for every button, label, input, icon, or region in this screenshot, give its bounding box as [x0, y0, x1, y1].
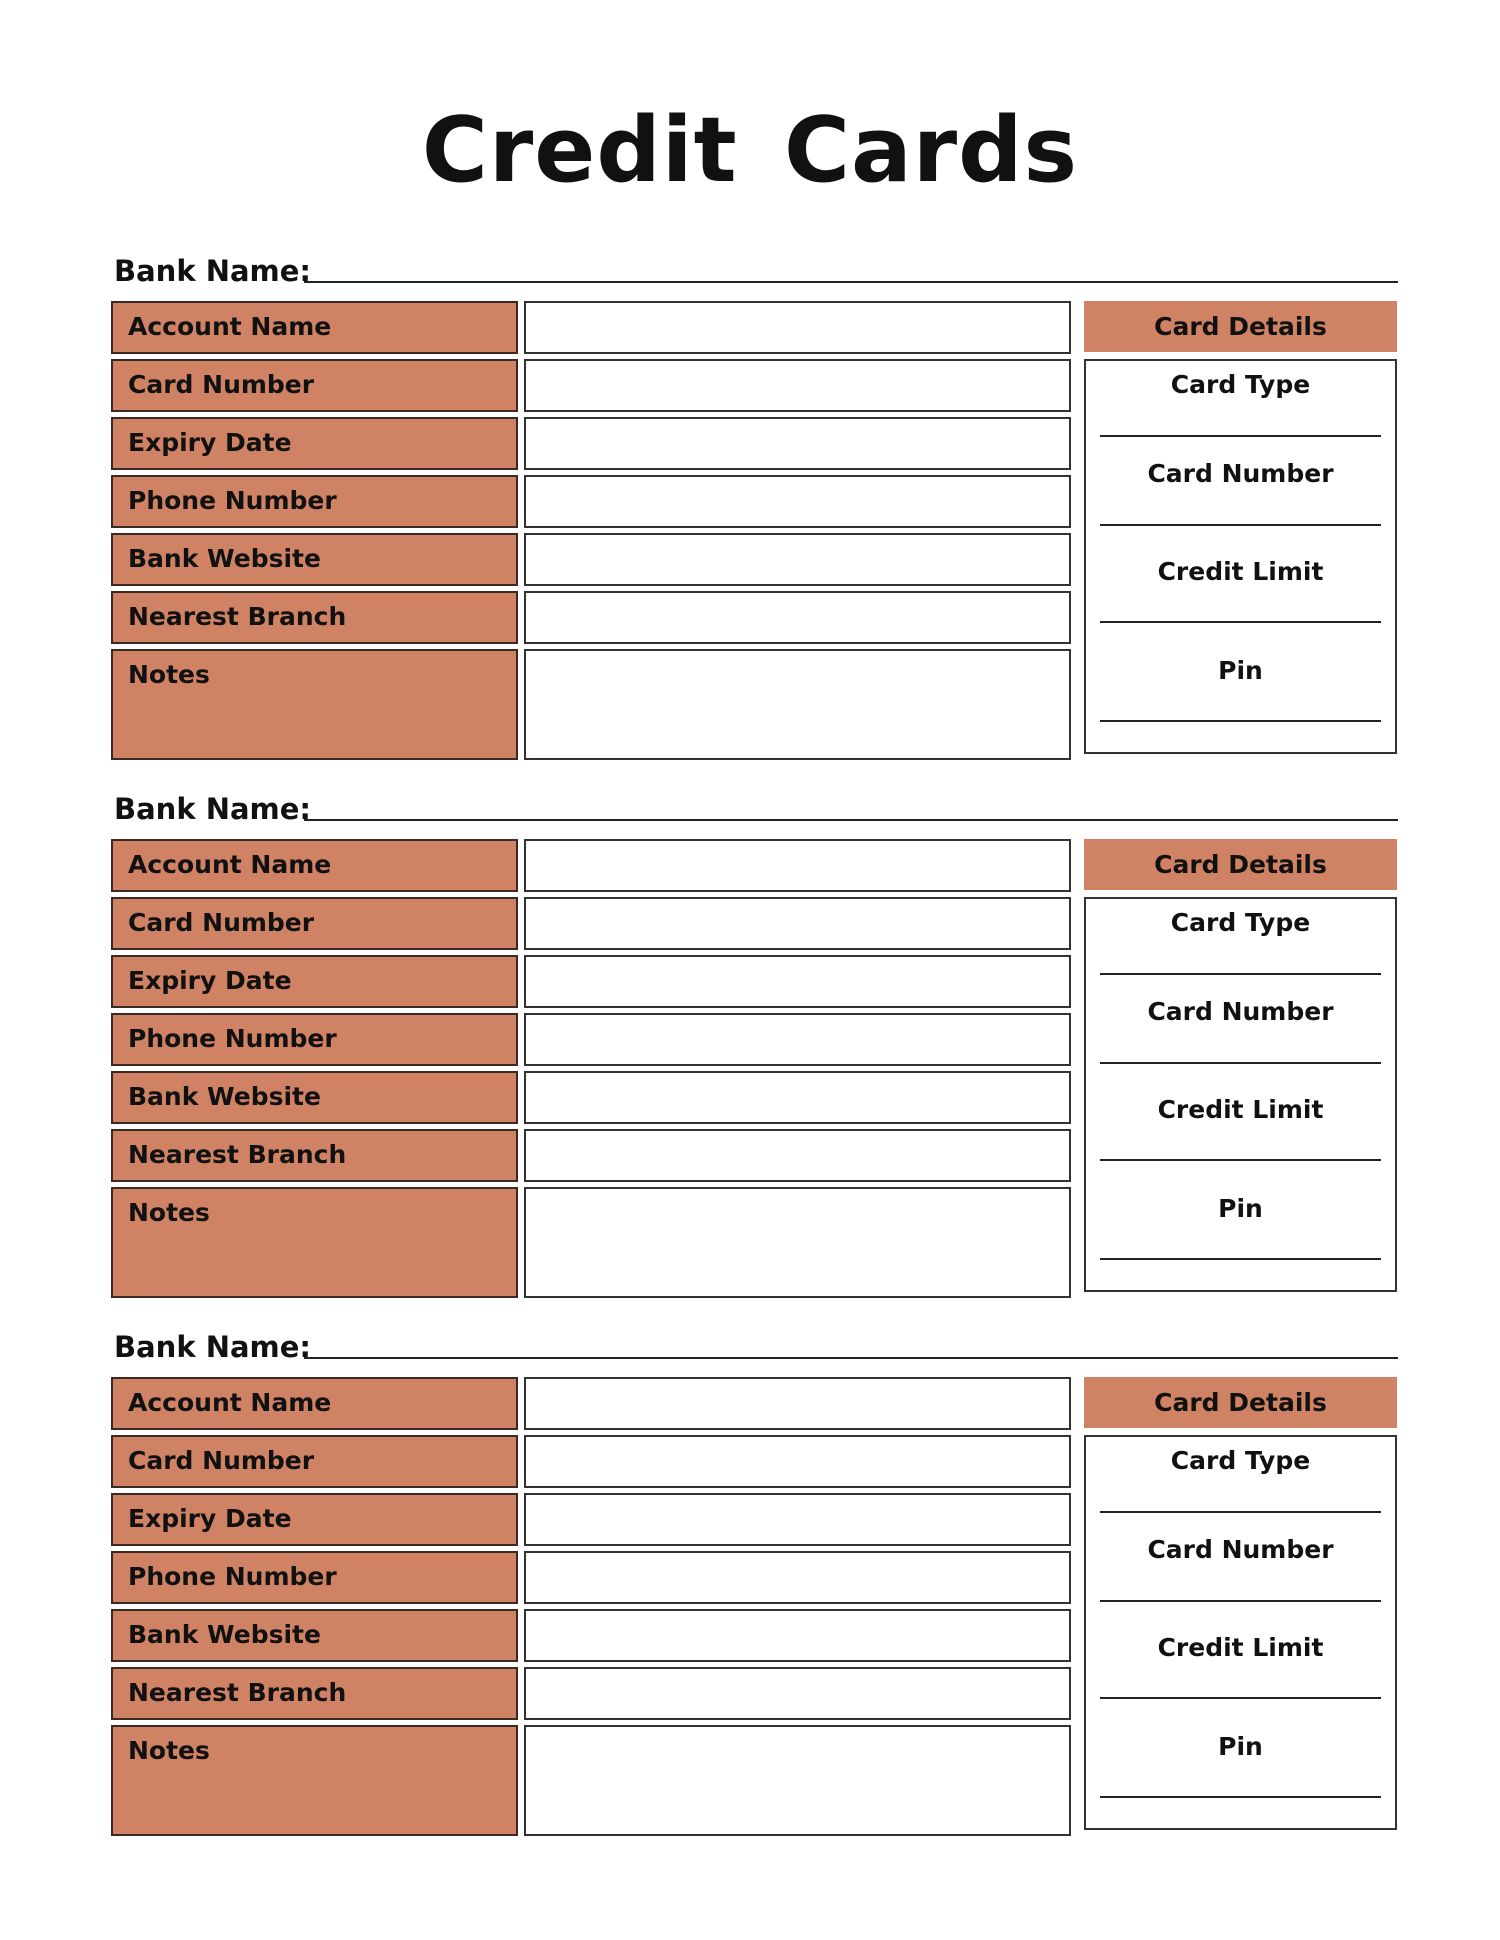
notes-label: Notes — [111, 1187, 518, 1298]
credit-limit-label: Credit Limit — [1157, 557, 1324, 586]
bank-website-field[interactable] — [524, 1071, 1071, 1124]
phone-number-field[interactable] — [524, 1013, 1071, 1066]
bank-website-field[interactable] — [524, 533, 1071, 586]
card-details-box — [1084, 897, 1397, 1292]
expiry-date-label: Expiry Date — [111, 1493, 518, 1546]
account-name-field[interactable] — [524, 301, 1071, 354]
phone-number-field[interactable] — [524, 1551, 1071, 1604]
card-details-number-label: Card Number — [1147, 459, 1334, 488]
bank-name-input-line[interactable] — [304, 281, 1398, 283]
credit-limit-label: Credit Limit — [1157, 1633, 1324, 1662]
bank-name-row — [114, 1328, 1398, 1368]
card-details-number-label: Card Number — [1147, 1535, 1334, 1564]
notes-label: Notes — [111, 649, 518, 760]
page-title: Credit Cards — [421, 98, 1079, 203]
phone-number-label: Phone Number — [111, 1013, 518, 1066]
nearest-branch-label: Nearest Branch — [111, 1667, 518, 1720]
card-number-field[interactable] — [524, 1435, 1071, 1488]
expiry-date-field[interactable] — [524, 955, 1071, 1008]
bank-name-row — [114, 252, 1398, 292]
pin-input-line[interactable] — [1100, 1796, 1381, 1798]
card-number-field[interactable] — [524, 359, 1071, 412]
card-type-input-line[interactable] — [1100, 1511, 1381, 1513]
card-details-number-input-line[interactable] — [1100, 1600, 1381, 1602]
card-type-label: Card Type — [1170, 370, 1311, 399]
pin-label: Pin — [1218, 1732, 1263, 1761]
bank-name-row — [114, 790, 1398, 830]
nearest-branch-label: Nearest Branch — [111, 591, 518, 644]
bank-name-input-line[interactable] — [304, 819, 1398, 821]
card-type-input-line[interactable] — [1100, 435, 1381, 437]
card-details-header: Card Details — [1084, 301, 1397, 352]
bank-name-input-line[interactable] — [304, 1357, 1398, 1359]
phone-number-field[interactable] — [524, 475, 1071, 528]
notes-field[interactable] — [524, 1187, 1071, 1298]
bank-website-label: Bank Website — [111, 533, 518, 586]
card-number-field[interactable] — [524, 897, 1071, 950]
notes-field[interactable] — [524, 1725, 1071, 1836]
card-number-label: Card Number — [111, 1435, 518, 1488]
bank-website-label: Bank Website — [111, 1609, 518, 1662]
nearest-branch-field[interactable] — [524, 1667, 1071, 1720]
credit-limit-label: Credit Limit — [1157, 1095, 1324, 1124]
credit-limit-input-line[interactable] — [1100, 1159, 1381, 1161]
expiry-date-field[interactable] — [524, 1493, 1071, 1546]
card-type-label: Card Type — [1170, 908, 1311, 937]
expiry-date-label: Expiry Date — [111, 417, 518, 470]
credit-limit-input-line[interactable] — [1100, 1697, 1381, 1699]
account-name-field[interactable] — [524, 1377, 1071, 1430]
pin-input-line[interactable] — [1100, 1258, 1381, 1260]
bank-name-label: Bank Name: — [114, 1330, 312, 1364]
nearest-branch-field[interactable] — [524, 1129, 1071, 1182]
account-name-field[interactable] — [524, 839, 1071, 892]
card-details-header: Card Details — [1084, 839, 1397, 890]
notes-field[interactable] — [524, 649, 1071, 760]
card-type-input-line[interactable] — [1100, 973, 1381, 975]
card-details-number-input-line[interactable] — [1100, 524, 1381, 526]
account-name-label: Account Name — [111, 301, 518, 354]
notes-label: Notes — [111, 1725, 518, 1836]
card-details-box — [1084, 359, 1397, 754]
card-type-label: Card Type — [1170, 1446, 1311, 1475]
phone-number-label: Phone Number — [111, 475, 518, 528]
card-number-label: Card Number — [111, 897, 518, 950]
expiry-date-label: Expiry Date — [111, 955, 518, 1008]
card-details-box — [1084, 1435, 1397, 1830]
card-details-number-label: Card Number — [1147, 997, 1334, 1026]
credit-limit-input-line[interactable] — [1100, 621, 1381, 623]
bank-name-label: Bank Name: — [114, 792, 312, 826]
account-name-label: Account Name — [111, 1377, 518, 1430]
expiry-date-field[interactable] — [524, 417, 1071, 470]
credit-card-section — [0, 252, 1500, 792]
pin-label: Pin — [1218, 656, 1263, 685]
nearest-branch-label: Nearest Branch — [111, 1129, 518, 1182]
card-details-header: Card Details — [1084, 1377, 1397, 1428]
credit-card-section — [0, 1328, 1500, 1868]
phone-number-label: Phone Number — [111, 1551, 518, 1604]
pin-label: Pin — [1218, 1194, 1263, 1223]
account-name-label: Account Name — [111, 839, 518, 892]
credit-card-section — [0, 790, 1500, 1330]
bank-name-label: Bank Name: — [114, 254, 312, 288]
bank-website-field[interactable] — [524, 1609, 1071, 1662]
card-details-number-input-line[interactable] — [1100, 1062, 1381, 1064]
nearest-branch-field[interactable] — [524, 591, 1071, 644]
bank-website-label: Bank Website — [111, 1071, 518, 1124]
pin-input-line[interactable] — [1100, 720, 1381, 722]
card-number-label: Card Number — [111, 359, 518, 412]
